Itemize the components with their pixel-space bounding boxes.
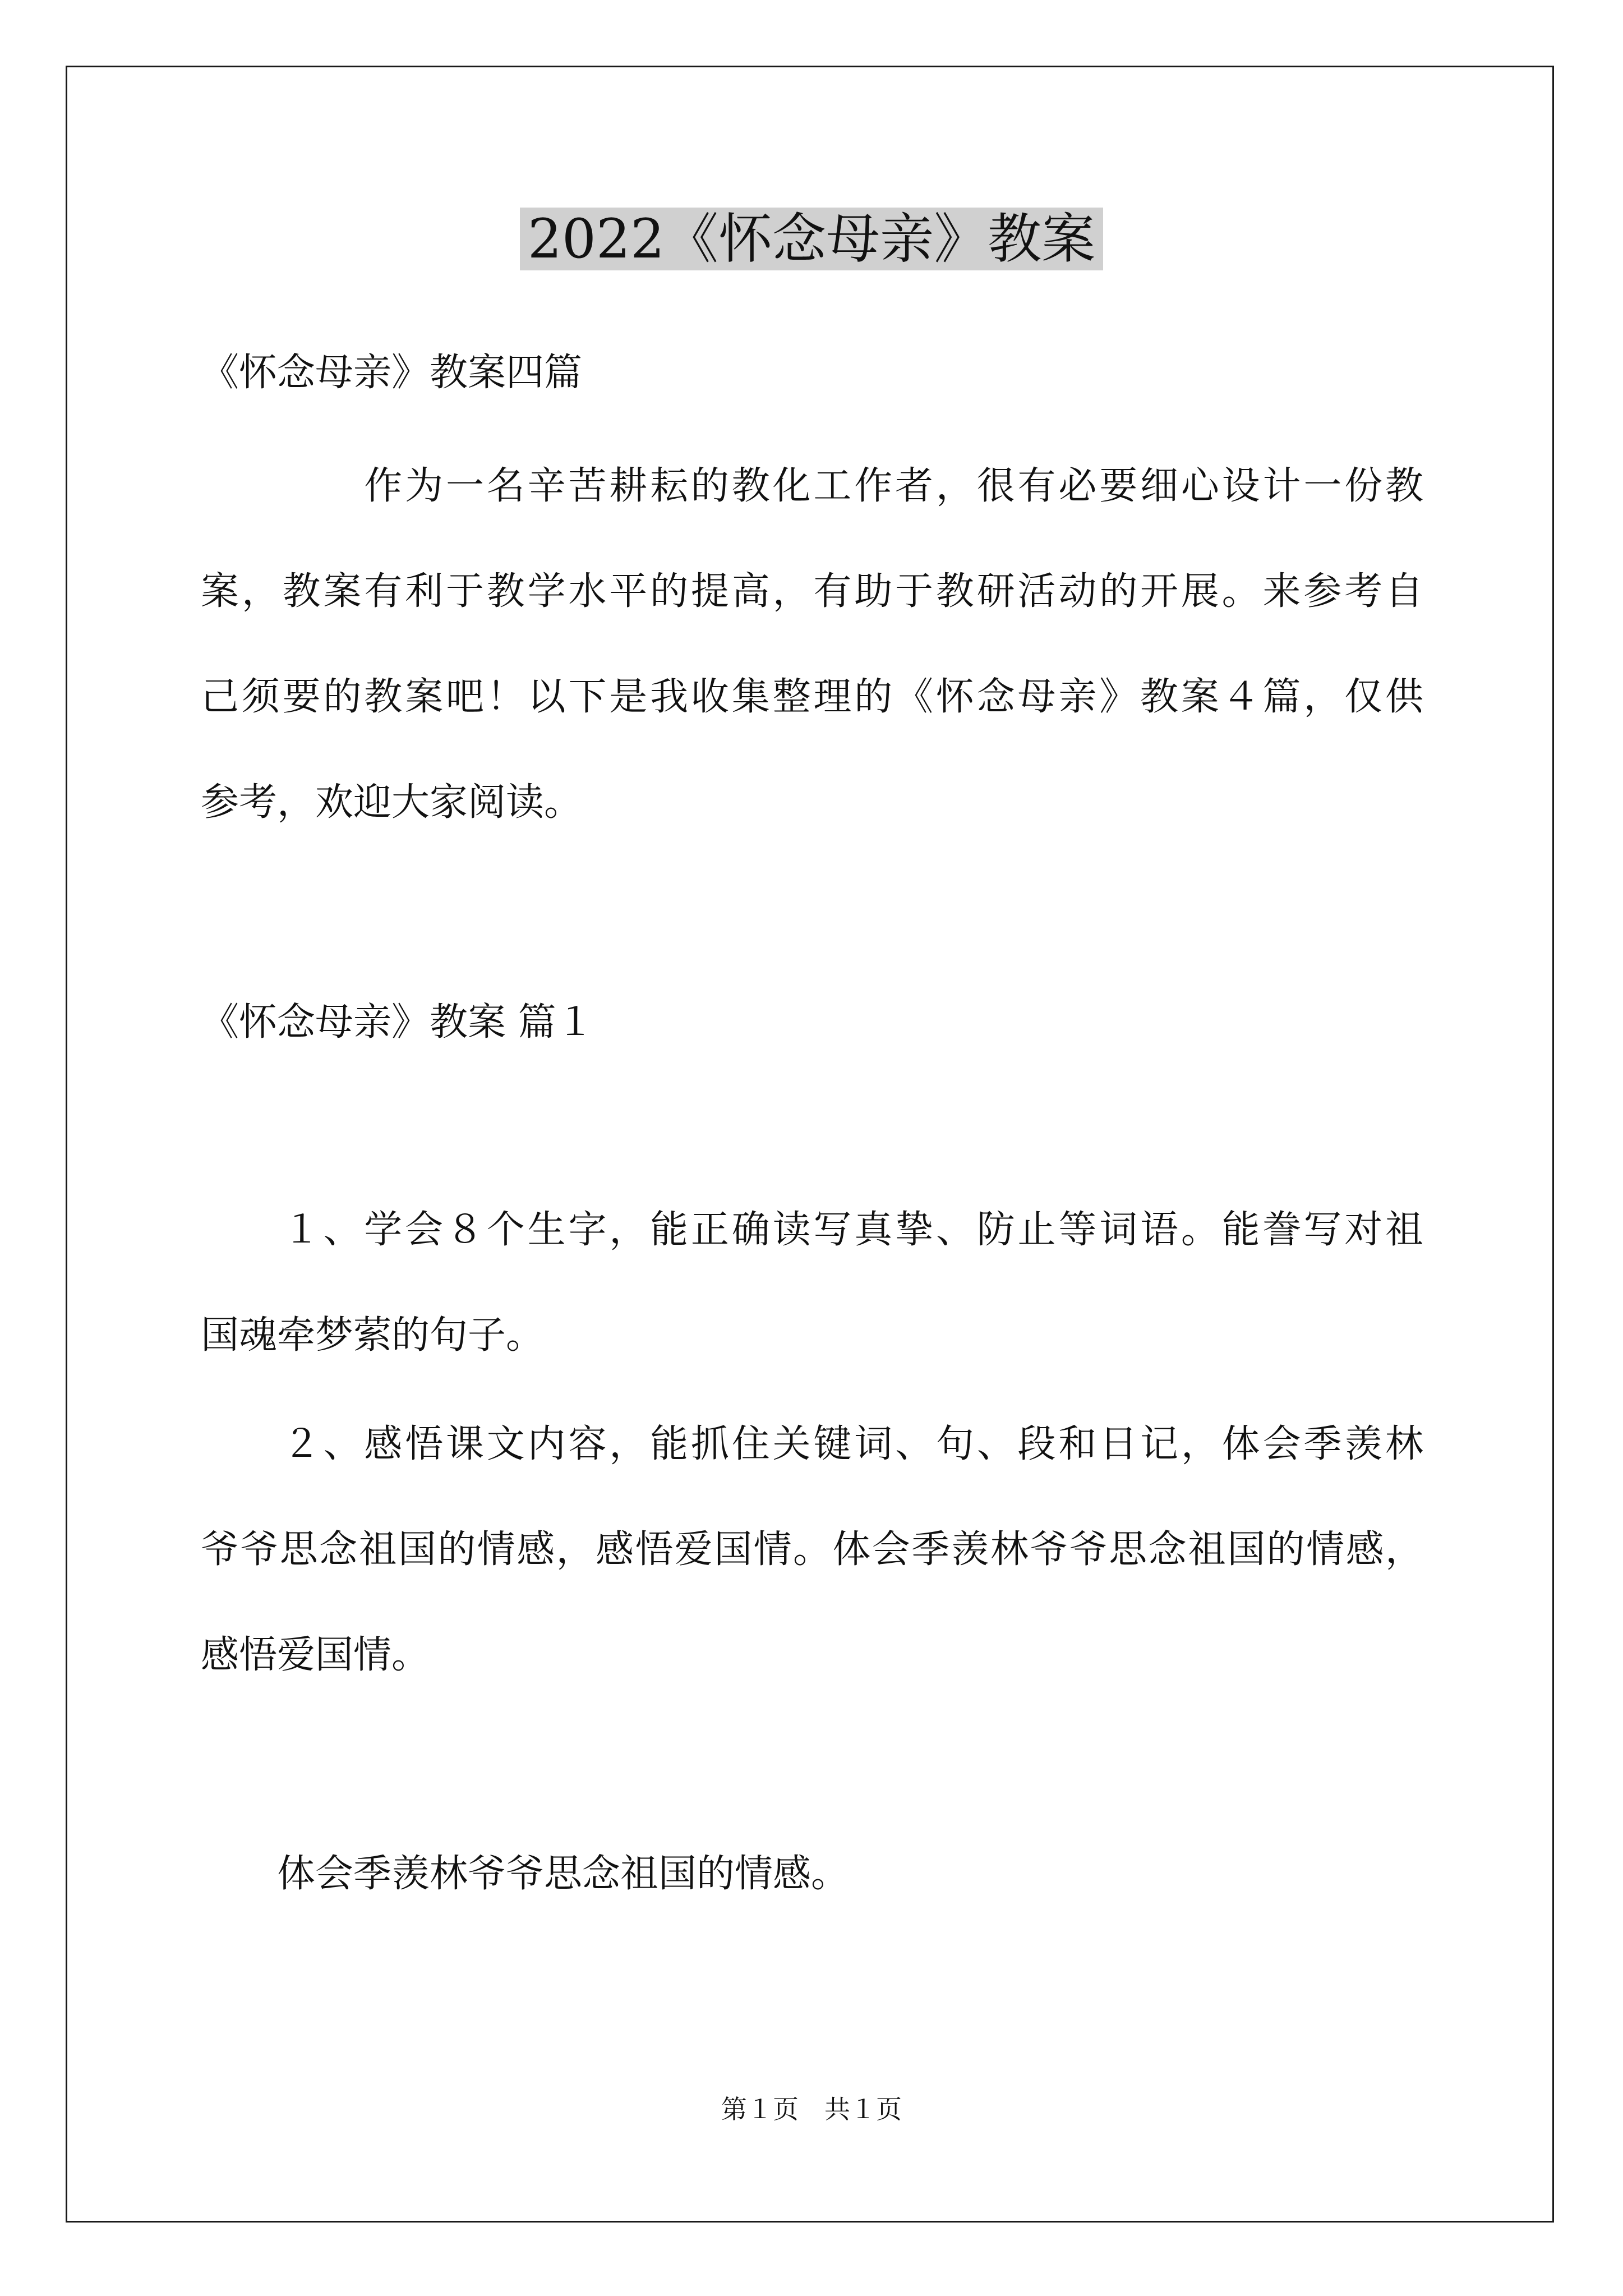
objective-line: ２、感悟课文内容，能抓住关键词、句、段和日记，体会季羡林	[201, 1422, 1423, 1466]
objective-line: １、学会８个生字，能正确读写真挚、防止等词语。能誊写对祖	[201, 1208, 1423, 1252]
document-title-text: 2022《怀念母亲》教案	[520, 208, 1103, 270]
intro-line: 参考，欢迎大家阅读。	[201, 780, 583, 825]
objective-line: 爷爷思念祖国的情感，感悟爱国情。体会季羡林爷爷思念祖国的情感，	[201, 1527, 1423, 1572]
document-title	[0, 200, 1623, 278]
intro-line: 案，教案有利于教学水平的提高，有助于教研活动的开展。来参考自	[201, 569, 1423, 614]
section-heading: 《怀念母亲》教案 篇１	[201, 1000, 594, 1045]
key-point: 体会季羡林爷爷思念祖国的情感。	[201, 1852, 850, 1896]
document-subtitle: 《怀念母亲》教案四篇	[201, 351, 583, 395]
page-footer: 第１页 共１页	[721, 2094, 902, 2124]
objective-line: 感悟爱国情。	[201, 1633, 430, 1677]
intro-line: 己须要的教案吧！以下是我收集整理的《怀念母亲》教案４篇，仅供	[201, 675, 1423, 719]
objective-line: 国魂牵梦萦的句子。	[201, 1313, 545, 1358]
intro-line: 作为一名辛苦耕耘的教化工作者，很有必要细心设计一份教	[201, 464, 1423, 508]
